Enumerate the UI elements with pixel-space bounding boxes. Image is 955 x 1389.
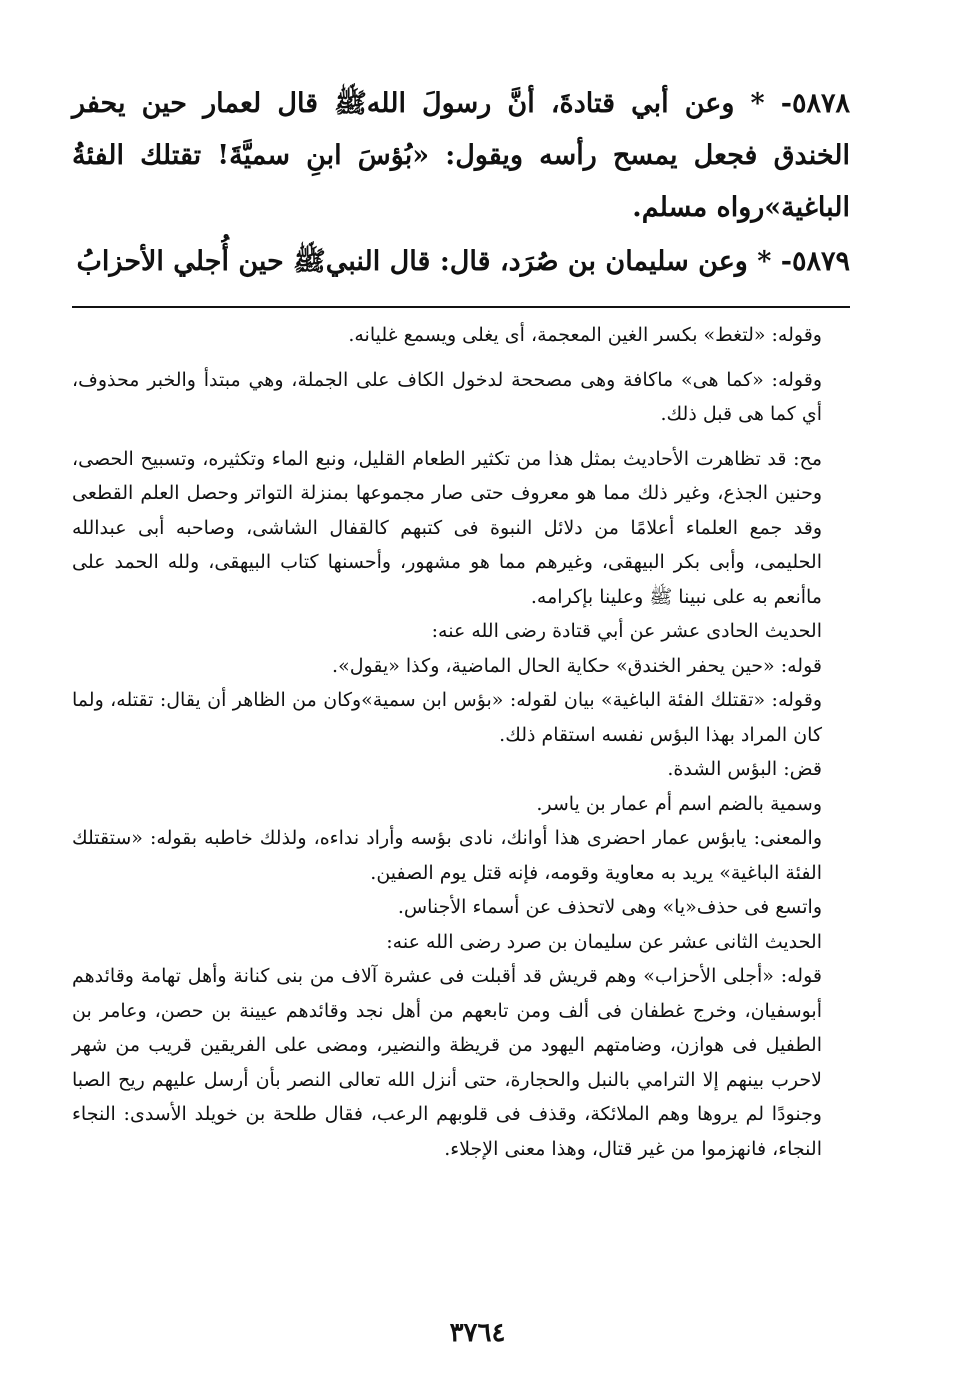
hadith-5878: ٥٨٧٨- * وعن أبي قتادةَ، أنَّ رسولَ اللهﷺ قال لعمار حين يحفر الخندق فجعل يمسح رأسه ويقول: «بُؤسَ ابنِ سميَّةَ! تقتلك الفئةُ الباغية»رواه مسلم.	[72, 88, 850, 223]
commentary-paragraph: وقوله: «كما هى» ماكافة وهى مصححة لدخول الكاف على الجملة، وهي مبتدأ والخبر محذوف، أي كما هى قبل ذلك.	[72, 368, 822, 425]
commentary-paragraph: واتسع فى حذف«يا» وهى لاتحذف عن أسماء الأجناس.	[397, 896, 822, 918]
commentary-paragraph: قض: البؤس الشدة.	[667, 758, 822, 780]
page-number: ٣٧٦٤	[449, 1318, 506, 1348]
commentary-paragraph: وقوله: «تقتلك الفئة الباغية» بيان لقوله: «بؤس ابن سمية»وكان من الظاهر أن يقال: تقتله، ولما كان المراد بهذا البؤس نفسه استقام ذلك.	[72, 689, 822, 746]
hadith-5879: ٥٨٧٩- * وعن سليمان بن صُرَد، قال: قال النبيﷺ حين أُجلي الأحزابُ	[76, 246, 850, 277]
commentary-paragraph: وقوله: «لتغط» بكسر الغين المعجمة، أى يغلى ويسمع غليانه.	[348, 324, 822, 346]
footnote-divider	[72, 306, 850, 308]
commentary-heading: الحديث الثانى عشر عن سليمان بن صرد رضى الله عنه:	[386, 930, 822, 953]
commentary-heading: الحديث الحادى عشر عن أبي قتادة رضى الله عنه:	[431, 620, 822, 642]
book-page	[72, 78, 850, 1166]
commentary-paragraph: وسمية بالضم اسم أم عمار بن ياسر.	[536, 792, 822, 815]
commentary-paragraph: والمعنى: يابؤس عمار احضرى هذا أوانك، نادى بؤسه وأراد نداءه، ولذلك خاطبه بقوله: «ستقتلك الفئة الباغية» يريد به معاوية وقومه، فإنه قتل يوم الصفين.	[72, 827, 822, 884]
commentary-paragraph: قوله: «حين يحفر الخندق» حكاية الحال الماضية، وكذا «يقول».	[332, 654, 822, 677]
commentary-paragraph: مح: قد تظاهرت الأحاديث بمثل هذا من تكثير الطعام القليل، ونبع الماء وتكثيره، وتسبيح الحصى، وحنين الجذع، وغير ذلك مما هو معروف حتى صار مجموعها بمنزلة التواتر وحصل العلم القطعى وقد جمع العلماء أعلامًا من دلائل النبوة فى كتبهم كالقفال الشاشى، وصاحبه أبى عبدالله الحليمى، وأبى بكر البيهقى، وغيرهم مما هو مشهور، وأحسنها كتاب البيهقى، ولله الحمد على ماأنعم به على نبينا ﷺ وعلينا بإكرامه.	[72, 447, 822, 608]
commentary-paragraph: قوله: «أجلى الأحزاب» وهم قريش قد أقبلت فى عشرة آلاف من بنى كنانة وأهل تهامة وقائدهم أبوسفيان، وخرج غطفان فى ألف ومن تابعهم من أهل نجد وقائدهم عيينة بن حصن، وعامر بن الطفيل فى هوازن، وضامتهم اليهود من قريظة والنضير، ومضى على الفريقين قريب من شهر لاحرب بينهم إلا الترامي بالنبل والحجارة، حتى أنزل الله تعالى النصر بأن أرسل عليهم ريح الصبا وجنودًا لم يروها وهم الملائكة، وقذف فى قلوبهم الرعب، فقال طلحة بن خويلد الأسدى: النجاء النجاء، فانهزموا من غير قتال، وهذا معنى الإجلاء.	[72, 965, 822, 1160]
